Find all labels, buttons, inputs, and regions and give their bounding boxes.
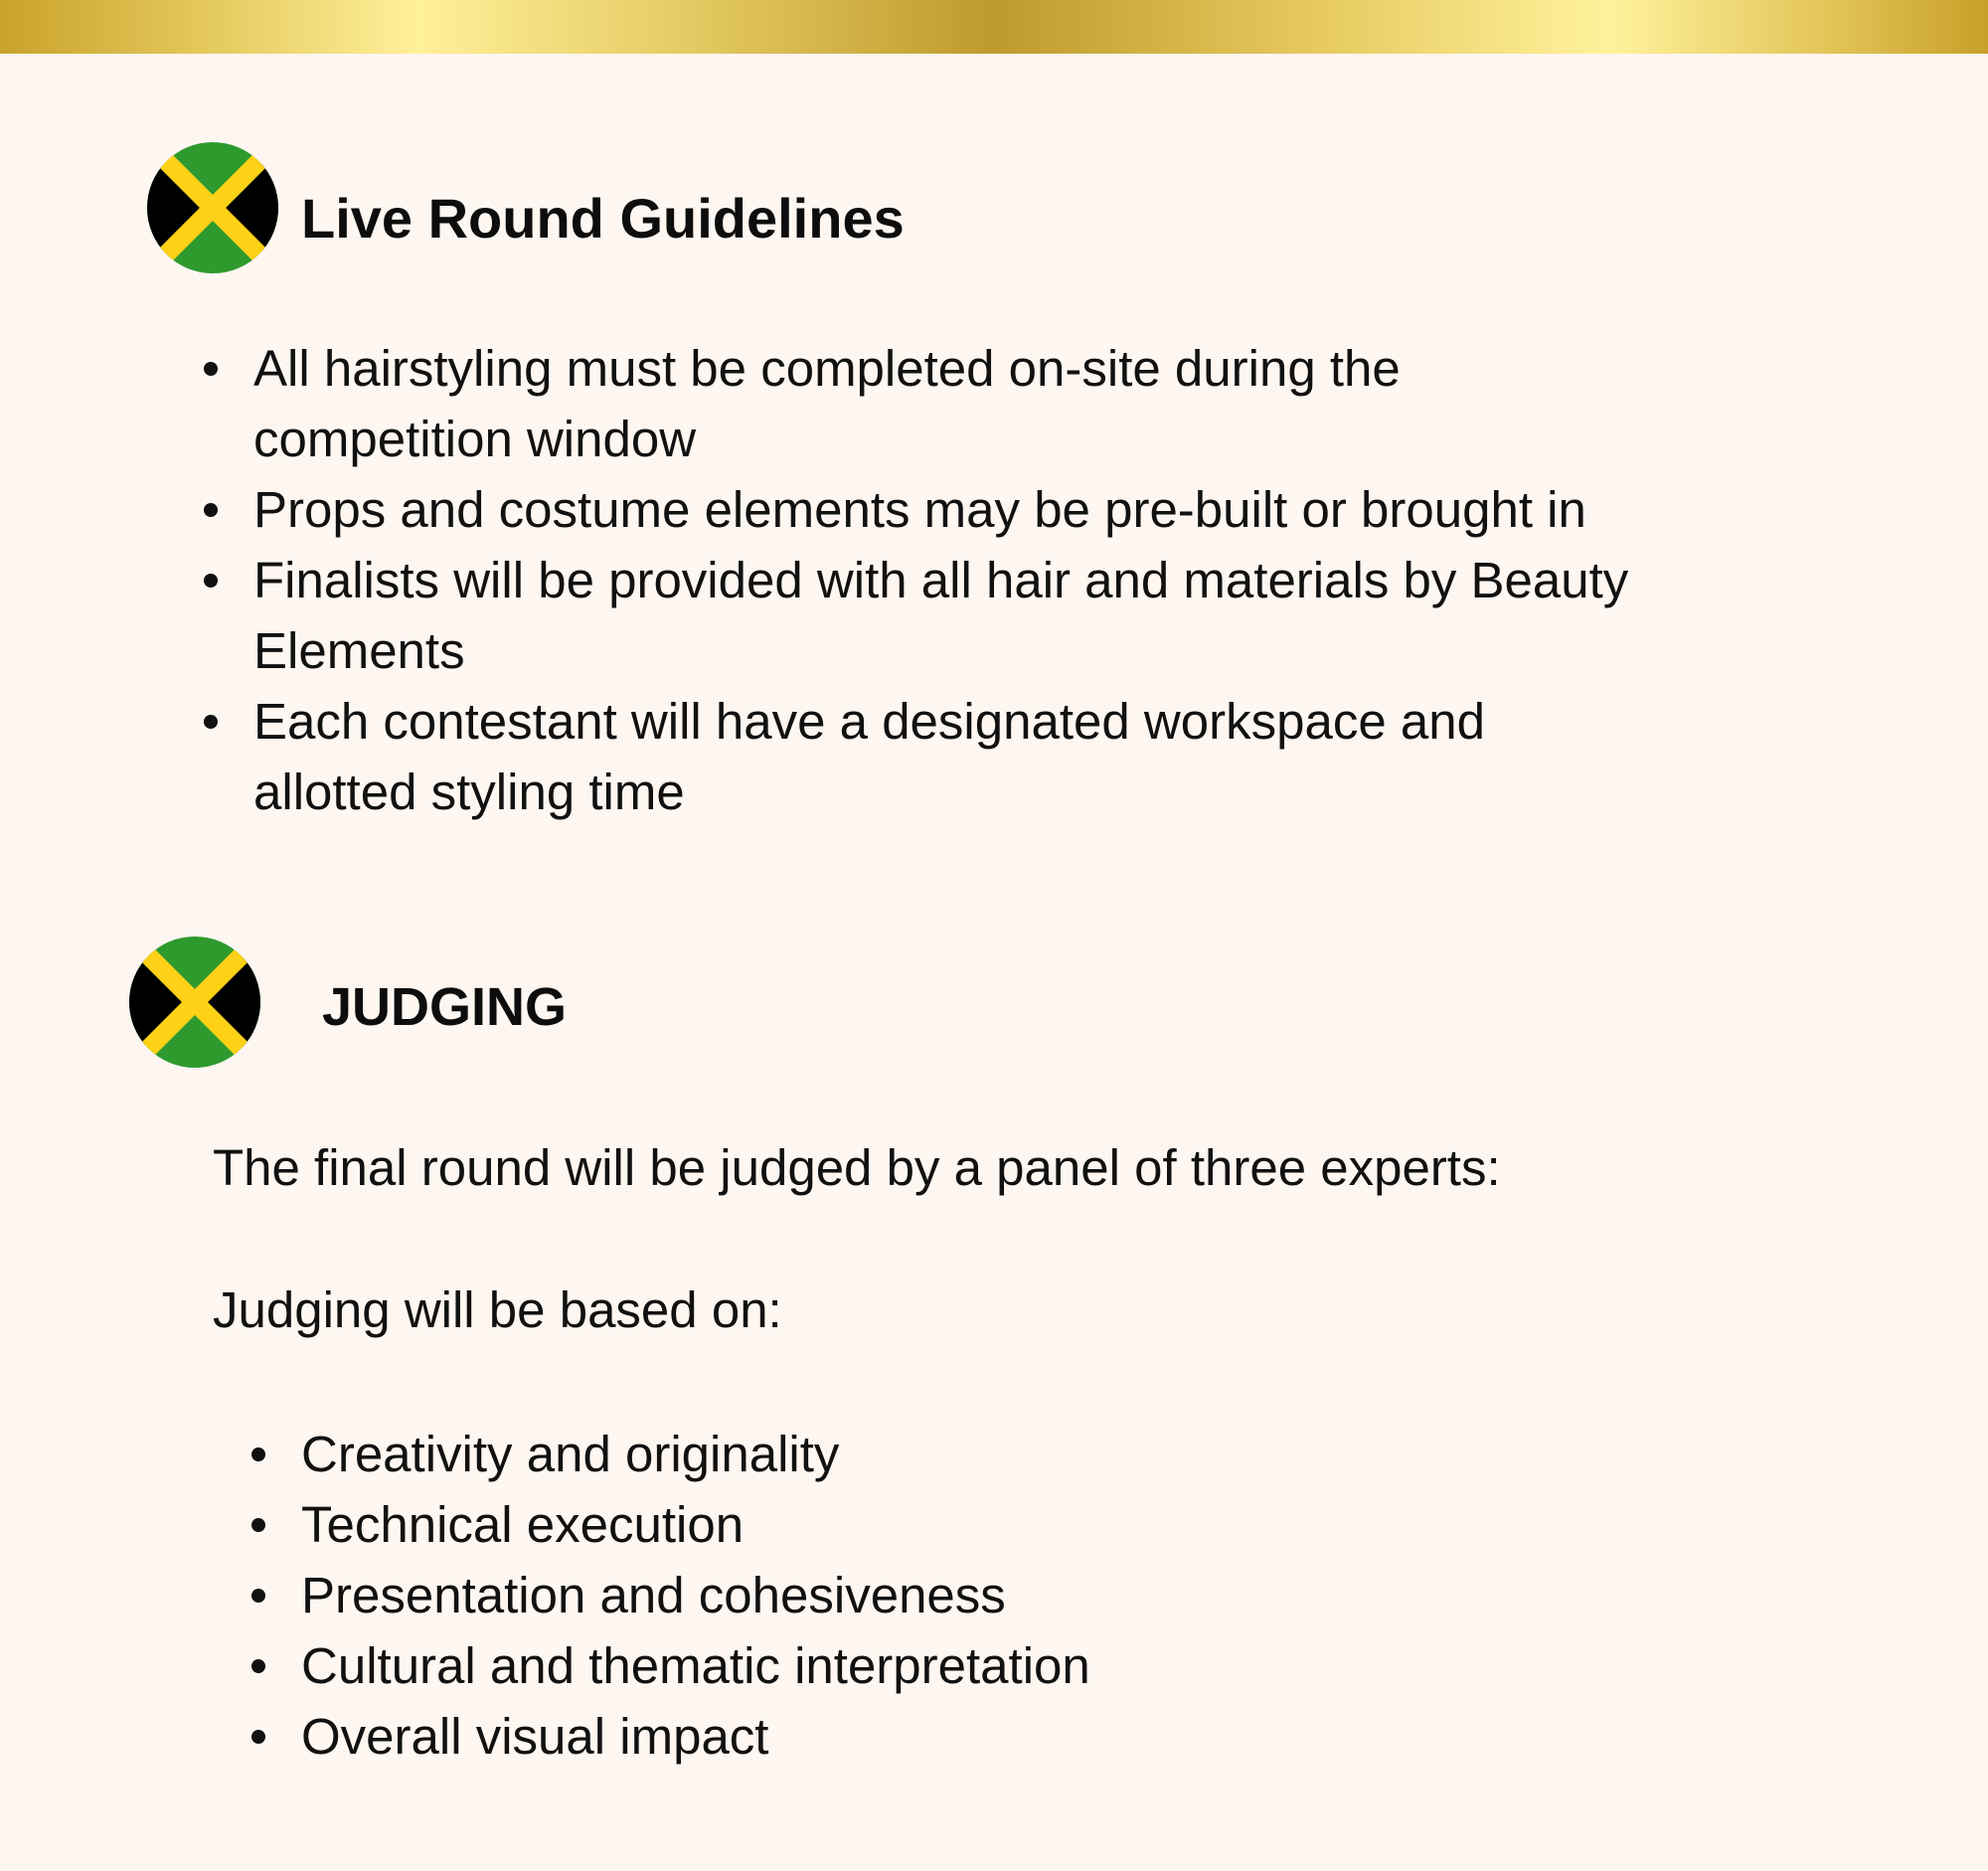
judging-panel-text: The final round will be judged by a panel of three experts: [213,1139,1501,1196]
judging-basis-text: Judging will be based on: [213,1281,782,1338]
list-item-text: allotted styling time [253,764,685,820]
list-item-text: Each contestant will have a designated workspace and [253,693,1485,750]
section-title-judging: JUDGING [322,977,568,1037]
list-item [301,1419,1090,1489]
list-item-text: Creativity and originality [301,1426,840,1482]
list-item-text: competition window [253,411,697,467]
list-item [301,1489,1090,1560]
list-item-continuation [253,404,1628,474]
list-item-text: Cultural and thematic interpretation [301,1637,1090,1694]
list-item-text: Overall visual impact [301,1708,769,1765]
list-item-text: Presentation and cohesiveness [301,1567,1006,1623]
list-item-text: Props and costume elements may be pre-built or brought in [253,481,1586,538]
list-item [301,1701,1090,1772]
gold-header-bar [0,0,1988,54]
section-title-live-round: Live Round Guidelines [301,187,905,250]
list-item [301,1560,1090,1630]
jamaica-flag-icon [129,936,260,1068]
list-item [253,545,1628,615]
list-item [301,1630,1090,1701]
list-item-text: Finalists will be provided with all hair and materials by Beauty [253,552,1629,608]
list-item-continuation [253,615,1628,686]
guidelines-list [253,333,1628,827]
list-item-text: All hairstyling must be completed on-site during the [253,340,1401,397]
list-item-text: Elements [253,622,465,679]
list-item-continuation [253,757,1628,827]
list-item [253,686,1628,757]
judging-criteria-list [301,1419,1090,1772]
list-item-text: Technical execution [301,1496,745,1553]
list-item [253,333,1628,404]
list-item [253,474,1628,545]
jamaica-flag-icon [147,142,278,273]
